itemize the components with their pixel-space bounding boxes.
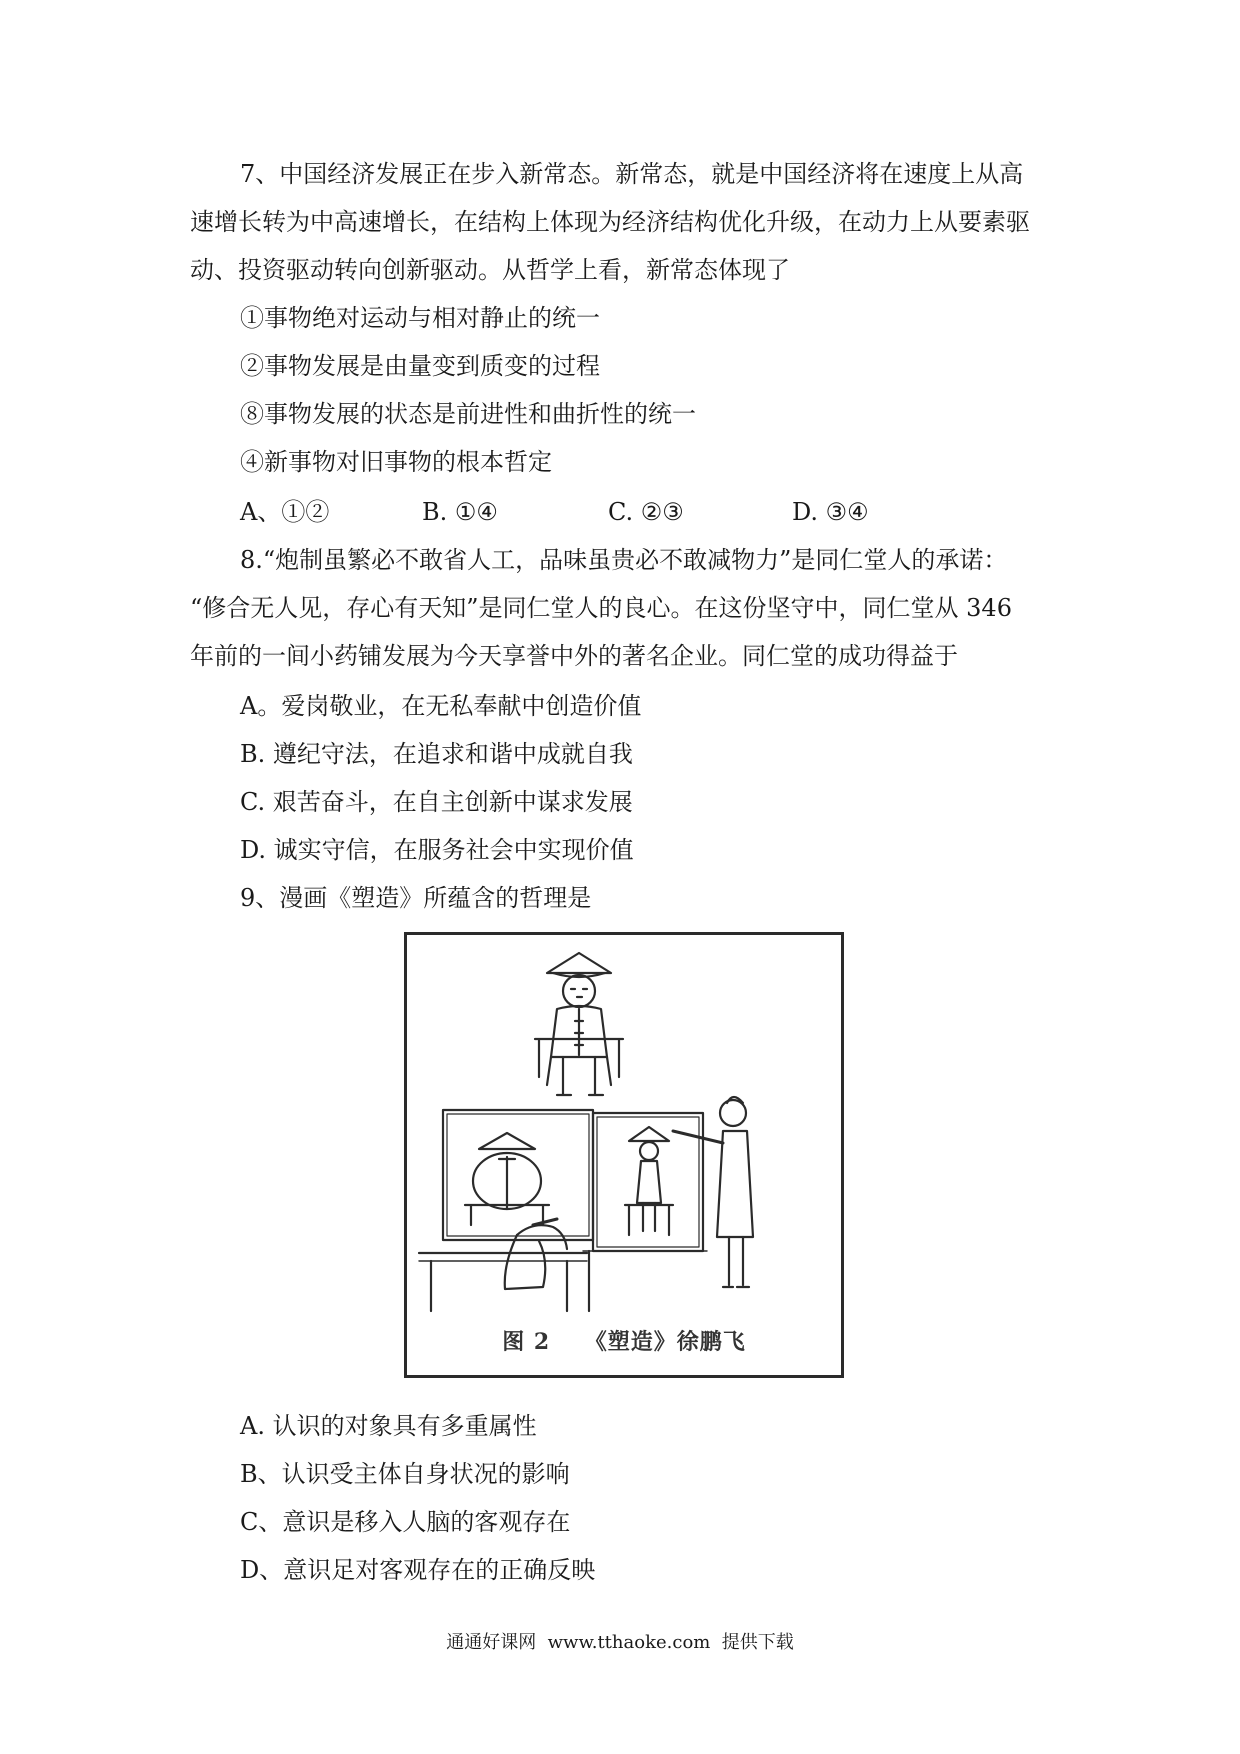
q7-option-a[interactable]: A、①②	[240, 498, 330, 526]
q7-stem-line-1: 7、中国经济发展正在步入新常态。新常态，就是中国经济将在速度上从高	[240, 160, 1024, 188]
q8-stem-line-3: 年前的一间小药铺发展为今天享誉中外的著名企业。同仁堂的成功得益于	[190, 642, 958, 670]
cartoon-figure	[404, 932, 844, 1378]
q9-stem: 9、漫画《塑造》所蕴含的哲理是	[240, 884, 592, 912]
q7-stem-line-3: 动、投资驱动转向创新驱动。从哲学上看，新常态体现了	[190, 256, 790, 284]
standing-painter-drawing	[673, 1097, 753, 1287]
q8-option-c[interactable]: C. 艰苦奋斗，在自主创新中谋求发展	[240, 788, 633, 816]
q9-option-c[interactable]: C、意识是移入人脑的客观存在	[240, 1508, 571, 1536]
q7-item-3: ⑧事物发展的状态是前进性和曲折性的统一	[240, 400, 696, 428]
q8-option-b[interactable]: B. 遵纪守法，在追求和谐中成就自我	[240, 740, 633, 768]
q9-option-b[interactable]: B、认识受主体自身状况的影响	[240, 1460, 570, 1488]
q8-stem-line-2: “修合无人见，存心有天知”是同仁堂人的良心。在这份坚守中，同仁堂从 346	[190, 594, 1012, 622]
q9-option-a[interactable]: A. 认识的对象具有多重属性	[240, 1412, 537, 1440]
seated-model-drawing	[535, 953, 623, 1095]
q7-item-1: ①事物绝对运动与相对静止的统一	[240, 304, 600, 332]
q7-options	[240, 496, 869, 528]
q7-option-b[interactable]: B. ①④	[422, 498, 498, 526]
left-easel-drawing	[443, 1110, 593, 1289]
q7-stem-line-2: 速增长转为中高速增长，在结构上体现为经济结构优化升级，在动力上从要素驱	[190, 208, 1030, 236]
cartoon-illustration	[407, 935, 841, 1375]
figure-caption: 图 2 《塑造》徐鹏飞	[502, 1329, 746, 1355]
right-easel-drawing	[583, 1113, 707, 1311]
bench-drawing	[419, 1253, 587, 1311]
page-footer: 通通好课网 www.tthaoke.com 提供下载	[446, 1632, 794, 1653]
q7-item-2: ②事物发展是由量变到质变的过程	[240, 352, 600, 380]
q7-item-4: ④新事物对旧事物的根本哲定	[240, 448, 552, 476]
q9-option-d[interactable]: D、意识足对客观存在的正确反映	[240, 1556, 596, 1584]
q8-stem-line-1: 8.“炮制虽繁必不敢省人工，品味虽贵必不敢减物力”是同仁堂人的承诺：	[240, 546, 1008, 574]
q7-option-c[interactable]: C. ②③	[608, 498, 684, 526]
q7-option-d[interactable]: D. ③④	[792, 498, 869, 526]
q8-option-a[interactable]: A。爱岗敬业，在无私奉献中创造价值	[240, 692, 642, 720]
q8-option-d[interactable]: D. 诚实守信，在服务社会中实现价值	[240, 836, 634, 864]
